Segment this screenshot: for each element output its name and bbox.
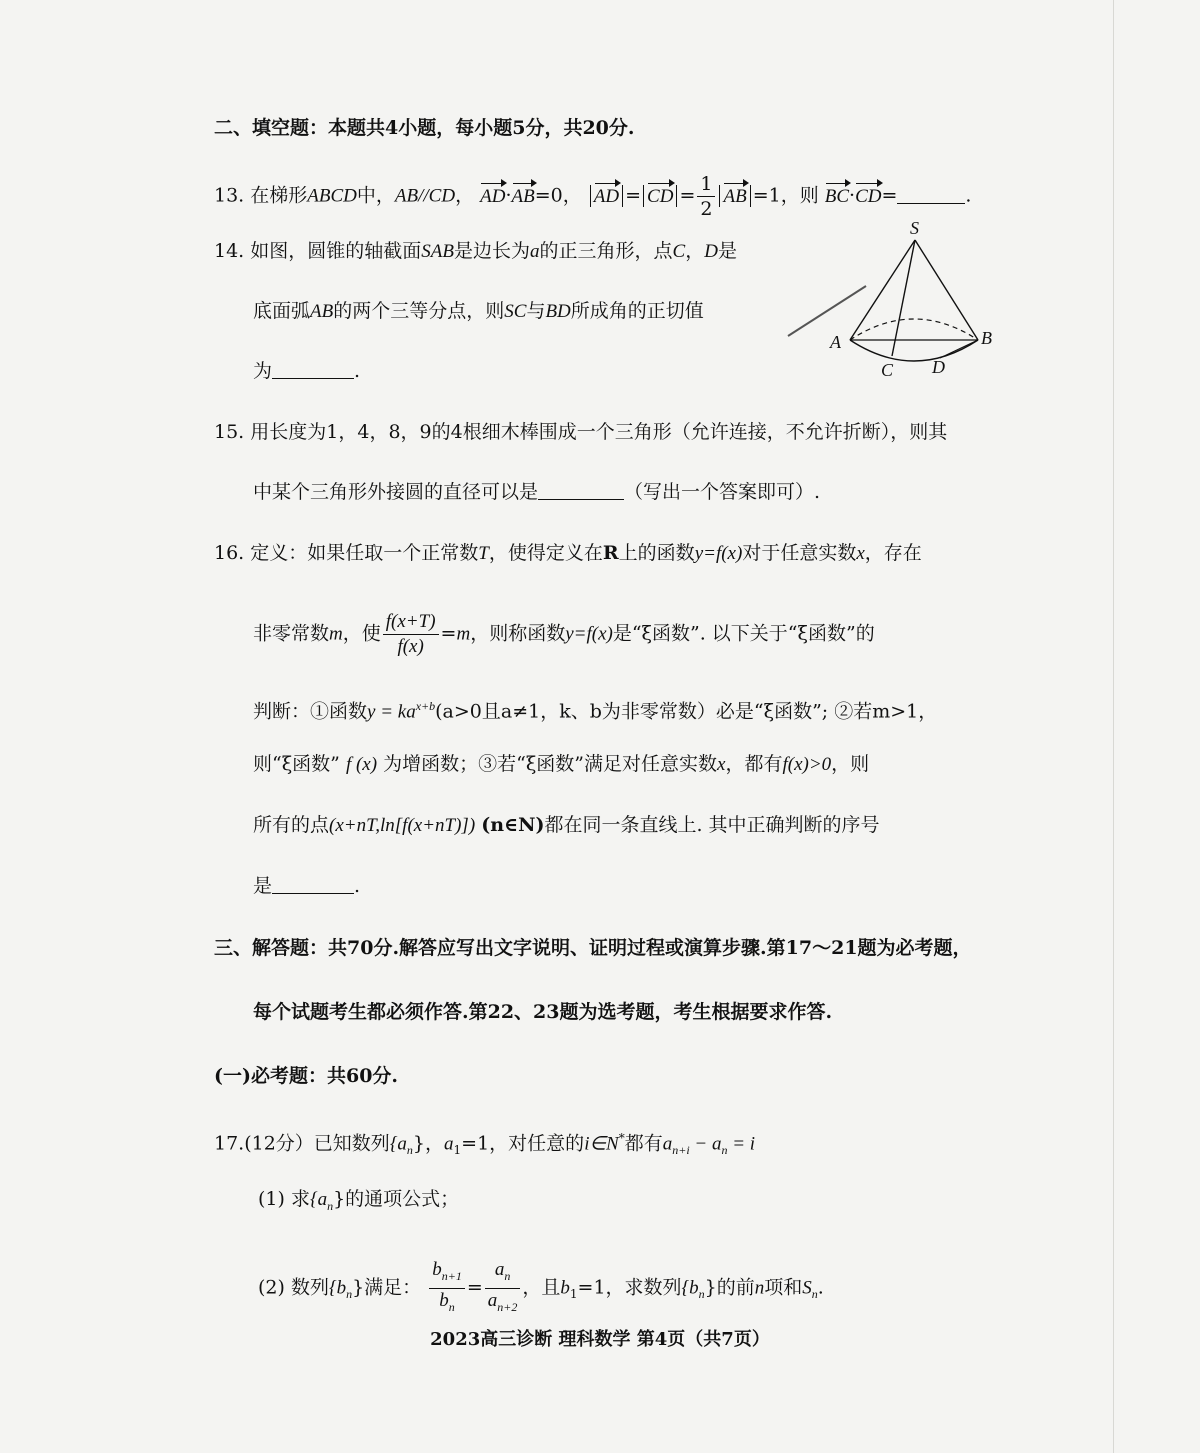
q17-text: (1) 求	[258, 1188, 310, 1210]
question-16-line-4	[253, 751, 869, 778]
q14-ab: AB	[310, 301, 334, 322]
q17-b1: b	[560, 1277, 570, 1299]
q15-text: 中某个三角形外接圆的直径可以是	[253, 481, 539, 503]
label-b: B	[981, 328, 992, 348]
page-edge-line	[1113, 0, 1114, 1453]
fraction-num: a	[494, 1259, 505, 1280]
q16-m: m	[456, 623, 471, 645]
q13-text: ，	[455, 184, 475, 207]
section3-heading-line-1: 三、解答题：共70分.解答应写出文字说明、证明过程或演算步骤.第17～21题为必考题，	[214, 937, 972, 959]
vector-ab: AB	[512, 184, 535, 210]
q15-text: 用长度为1，4，8，9的4根细木棒围成一个三角形（允许连接，不允许折断），则其	[250, 421, 948, 443]
q14-text: 与	[526, 300, 546, 322]
q17-text: }	[352, 1276, 365, 1299]
q16-fx: y=f(x)	[565, 623, 613, 645]
q14-bd: BD	[545, 301, 571, 322]
q16-text: 判断：①函数	[253, 700, 368, 723]
q14-c: C	[672, 241, 686, 262]
question-14-line-2	[253, 298, 704, 325]
answer-blank[interactable]	[897, 185, 965, 204]
q17-fraction-a	[485, 1258, 521, 1319]
fraction-den: f(x)	[397, 636, 424, 657]
fraction-num: f(x+T)	[383, 610, 439, 635]
q17-text: 满足：	[364, 1276, 422, 1299]
vector-cd: CD	[855, 184, 881, 210]
q17-text: =1，对任意的	[461, 1132, 585, 1155]
q13-parallel: AB//CD	[394, 185, 456, 207]
q17-text: .	[817, 1276, 824, 1299]
q14-sc: SC	[504, 301, 527, 322]
fraction-den: a	[487, 1289, 498, 1311]
cone-chord-bd	[940, 340, 978, 358]
q16-text: 是“ξ函数”. 以下关于“ξ函数”的	[612, 622, 875, 645]
q14-text: 的正三角形，点	[539, 240, 673, 262]
q16-number: 16.	[214, 542, 245, 564]
q16-text: 是	[253, 875, 273, 897]
question-17-part-2: (2) 数列$\{b_n\}$满足： $\frac{b_{n+1}}{b_n}$ = $\frac{a_n}{a_{n+2}}$ ，且$b_1=1$，求数列$\{b_n\}$的前n项和$S_n$.	[258, 1258, 824, 1319]
fraction-num: b	[432, 1259, 442, 1280]
q17-sub: n	[811, 1287, 818, 1302]
vector-ad: AD	[480, 184, 505, 210]
q16-function: y = ka	[367, 701, 416, 723]
vector-ab: AB	[723, 184, 746, 210]
q13-text: =1，则	[752, 184, 819, 207]
q17-text: }	[333, 1188, 346, 1210]
q17-sub: n	[698, 1287, 705, 1302]
question-16-line-5	[253, 812, 880, 839]
question-13: 13. 在梯形ABCD中，AB//CD， AD·AB=0， AD = CD = $\frac{1}{2}$ AB =1，则 BC·CD= .	[214, 173, 972, 220]
q14-d: D	[704, 241, 718, 262]
q16-text: 都在同一条直线上. 其中正确判断的序号	[544, 814, 880, 836]
answer-blank[interactable]	[272, 360, 354, 379]
q16-text: 为增函数；③若“ξ函数”满足对任意实数	[383, 753, 718, 775]
q17-fraction-b	[429, 1258, 465, 1319]
q13-text: .	[965, 184, 972, 207]
q17-text: (2) 数列	[258, 1276, 329, 1299]
q17-n: n	[754, 1277, 765, 1299]
label-d: D	[932, 357, 945, 377]
q16-fx: y=f(x)	[694, 543, 743, 564]
q17-rel: − a	[689, 1133, 722, 1155]
q14-text: 的两个三等分点，则	[333, 300, 505, 322]
q16-text: .	[354, 875, 361, 897]
q14-text: .	[354, 360, 361, 382]
q17-text: }	[704, 1276, 717, 1299]
q17-sub: n+i	[672, 1143, 690, 1158]
q16-text: 所有的点	[253, 814, 330, 836]
q17-sn: S	[802, 1277, 812, 1299]
q14-a: a	[530, 241, 540, 262]
question-15-line-2	[253, 479, 820, 505]
question-16-line-1	[214, 540, 922, 567]
q17-sub: n	[346, 1287, 353, 1302]
q17-text: ，	[425, 1132, 445, 1155]
q16-exponent: x+b	[415, 699, 436, 713]
question-16-line-2	[253, 610, 875, 659]
q15-text: （写出一个答案即可）.	[624, 481, 821, 503]
q17-star: *	[618, 1131, 625, 1145]
q16-fraction	[383, 610, 439, 659]
q16-t: T	[478, 543, 489, 564]
question-17-part-1	[258, 1186, 459, 1219]
q16-text: ，则称函数	[470, 622, 566, 645]
q16-text: ，使得定义在	[488, 542, 603, 564]
q14-number: 14.	[214, 240, 245, 262]
q14-sab: SAB	[421, 241, 454, 262]
q14-text: 是边长为	[454, 240, 531, 262]
q17-rel: = i	[727, 1133, 756, 1155]
q16-x: x	[717, 754, 726, 775]
q17-bn: {b	[681, 1277, 699, 1299]
q17-sub: n	[721, 1143, 728, 1158]
q16-n: (n∈N)	[481, 814, 545, 836]
q17-text: 的前	[716, 1276, 755, 1299]
q16-f: f (x)	[345, 754, 378, 775]
q17-text: =1，求数列	[577, 1276, 682, 1299]
label-c: C	[881, 360, 894, 380]
q13-text: 在梯形	[250, 184, 308, 207]
q13-text: =	[881, 184, 898, 207]
question-16-line-6	[253, 873, 360, 899]
q16-text: ，都有	[725, 753, 783, 775]
scan-mark	[788, 286, 866, 336]
vector-bc: BC	[825, 184, 849, 210]
fraction-num: 1	[697, 172, 715, 197]
q16-m: m	[329, 623, 343, 645]
answer-blank[interactable]	[538, 481, 624, 500]
q17-rel: a	[662, 1133, 673, 1155]
q16-text: (a>0且a≠1，k、b为非零常数）必是“ξ函数”; ②若m>1，	[435, 700, 938, 723]
q15-number: 15.	[214, 421, 245, 443]
label-s: S	[910, 218, 919, 238]
q17-a1: a	[444, 1133, 454, 1155]
q16-text: 定义：如果任取一个正常数	[250, 542, 479, 564]
q17-sub: n+1	[441, 1268, 462, 1283]
q16-text: =	[440, 622, 457, 645]
q17-text: 都有	[624, 1132, 663, 1155]
q17-bn: {b	[328, 1277, 347, 1299]
page-footer: 2023高三诊断 理科数学 第4页（共7页）	[430, 1329, 770, 1350]
q16-text: 则“ξ函数”	[253, 753, 340, 775]
q13-abcd: ABCD	[307, 185, 357, 207]
answer-blank[interactable]	[272, 875, 354, 894]
label-a: A	[830, 332, 841, 352]
q16-text: ，使	[342, 622, 381, 645]
cone-base-front-arc	[850, 340, 978, 361]
q17-number: 17.	[214, 1132, 245, 1155]
q17-sub: n+2	[497, 1299, 518, 1314]
q17-sub: n	[327, 1198, 334, 1213]
q14-text: 所成角的正切值	[570, 300, 704, 322]
q16-text: ，存在	[864, 542, 922, 564]
q14-text: ，	[685, 240, 705, 262]
q13-text: 中，	[356, 184, 395, 207]
q16-text: 上的函数	[618, 542, 695, 564]
q17-text: (12分）已知数列	[244, 1132, 390, 1155]
question-15-line-1	[214, 419, 947, 445]
cone-figure	[780, 218, 1005, 383]
q17-text: ，且	[522, 1276, 561, 1299]
fraction-half	[697, 172, 715, 221]
q17-i: i∈N	[584, 1133, 619, 1155]
section2-heading: 二、填空题：本题共4小题，每小题5分，共20分.	[214, 117, 635, 139]
q17-sub: 1	[453, 1143, 462, 1158]
question-17	[214, 1125, 755, 1163]
question-14-line-1	[214, 238, 737, 265]
q16-text: 非零常数	[253, 622, 330, 645]
cone-base-back-arc	[850, 319, 978, 340]
q16-r: R	[602, 542, 619, 564]
q17-text: }	[412, 1132, 426, 1155]
fraction-den: b	[439, 1289, 449, 1311]
question-16-line-3	[253, 693, 937, 725]
q13-text: =0，	[534, 184, 582, 207]
q14-text: 为	[253, 360, 273, 382]
fraction-den: 2	[700, 198, 713, 220]
q17-text: 项和	[764, 1276, 803, 1299]
vector-ad: AD	[594, 184, 619, 210]
part1-heading: (一)必考题：共60分.	[214, 1065, 399, 1087]
q17-sub: 1	[569, 1287, 578, 1302]
q16-fpos: f(x)>0	[782, 754, 832, 775]
q16-x: x	[856, 543, 865, 564]
question-14-line-3	[253, 358, 360, 384]
q17-sub: n	[504, 1268, 511, 1283]
q16-text: ，则	[831, 753, 870, 775]
q14-text: 底面弧	[253, 300, 311, 322]
q17-sub: n	[406, 1143, 413, 1158]
section3-heading-line-2: 每个试题考生都必须作答.第22、23题为选考题，考生根据要求作答.	[253, 1001, 833, 1023]
q16-text: 对于任意实数	[742, 542, 857, 564]
q17-text: 的通项公式；	[345, 1188, 460, 1210]
vector-cd: CD	[647, 184, 673, 210]
q16-point: (x+nT,ln[f(x+nT)])	[329, 815, 476, 836]
q17-an: {a	[309, 1189, 328, 1210]
q14-text: 如图，圆锥的轴截面	[250, 240, 422, 262]
q13-number: 13.	[214, 184, 245, 207]
q17-an: {a	[389, 1133, 407, 1155]
q17-sub: n	[448, 1299, 455, 1314]
q14-text: 是	[717, 240, 737, 262]
